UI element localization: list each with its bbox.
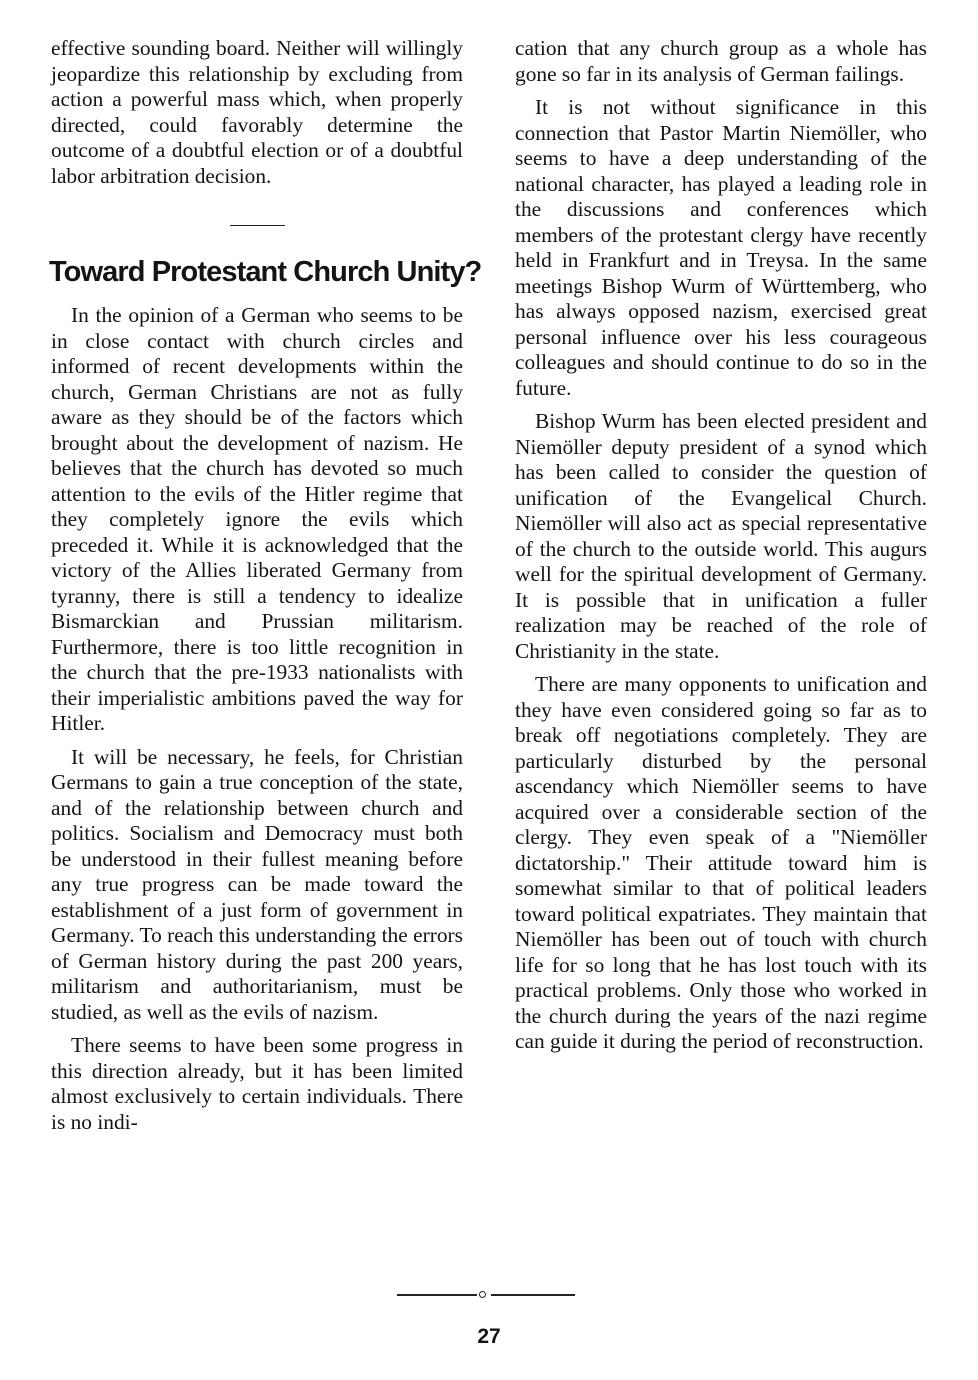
continued-paragraph: cation that any church group as a whole has gone so far in its analysis of German failings. <box>515 36 927 86</box>
end-of-article-ornament <box>397 1290 575 1300</box>
body-paragraph: There are many opponents to unification and they have even considered going so far as to break off negotiations completely. They are particularly disturbed by the personal ascendancy which Niemöller seems to have acquired over a considerable section of the clergy. They even speak of a "Niemöller dictatorship." Their attitude toward him is somewhat similar to that of political leaders toward political expatriates. They maintain that Niemöller has been out of touch with church life for so long that he has lost touch with its practical problems. Only those who worked in the church during the years of the nazi regime can guide it during the period of reconstruction. <box>515 672 927 1053</box>
right-column <box>515 36 927 1063</box>
body-paragraph: It will be necessary, he feels, for Christian Germans to gain a true conception of the state, and of the relationship between church and politics. Socialism and Democracy must both be understood in their fullest meaning before any true progress can be made toward the establishment of a just form of government in Germany. To reach this understanding the errors of German history during the past 200 years, militarism and authoritarianism, must be studied, as well as the evils of nazism. <box>51 744 463 1024</box>
body-paragraph: It is not without significance in this connection that Pastor Martin Niemöller, who seems to have a deep understanding of the national character, has played a leading role in the discussions and conferences which members of the protestant clergy have recently held in Frankfurt and in Treysa. In the same meetings Bishop Wurm of Württemberg, who has always opposed nazism, exercised great personal influence over his less courageous colleagues and should continue to do so in the future. <box>515 95 927 400</box>
section-heading: Toward Protestant Church Unity? <box>49 256 482 288</box>
body-paragraph: Bishop Wurm has been elected president and Niemöller deputy president of a synod which has been called to consider the question of unification of the Evangelical Church. Niemöller will also act as special representative of the church to the outside world. This augurs well for the spiritual development of Germany. It is possible that in unification a fuller realization may be reached of the role of Christianity in the state. <box>515 409 927 663</box>
ornament-line-left <box>397 1294 477 1296</box>
ornament-dot <box>479 1291 486 1298</box>
section-divider <box>230 225 285 226</box>
left-column <box>49 36 482 1143</box>
continued-paragraph: effective sounding board. Neither will willingly jeopardize this relationship by excluding from action a powerful mass which, when properly directed, could favorably determine the outcome of a doubtful election or of a doubtful labor arbitration decision. <box>51 36 463 188</box>
body-paragraph: In the opinion of a German who seems to be in close contact with church circles and informed of recent developments within the church, German Christians are not as fully aware as they should be of the factors which brought about the development of nazism. He believes that the church has devoted so much attention to the evils of the Hitler regime that they completely ignore the evils which preceded it. While it is acknowledged that the victory of the Allies liberated Germany from tyranny, there is still a tendency to idealize Bismarckian and Prussian militarism. Furthermore, there is too little recognition in the church that the pre-1933 nationalists with their imperialistic ambitions paved the way for Hitler. <box>51 303 463 735</box>
body-paragraph: There seems to have been some progress in this direction already, but it has been limited almost exclusively to certain individuals. There is no indi- <box>51 1033 463 1134</box>
page-number: 27 <box>477 1325 501 1348</box>
ornament-line-right <box>491 1294 575 1296</box>
